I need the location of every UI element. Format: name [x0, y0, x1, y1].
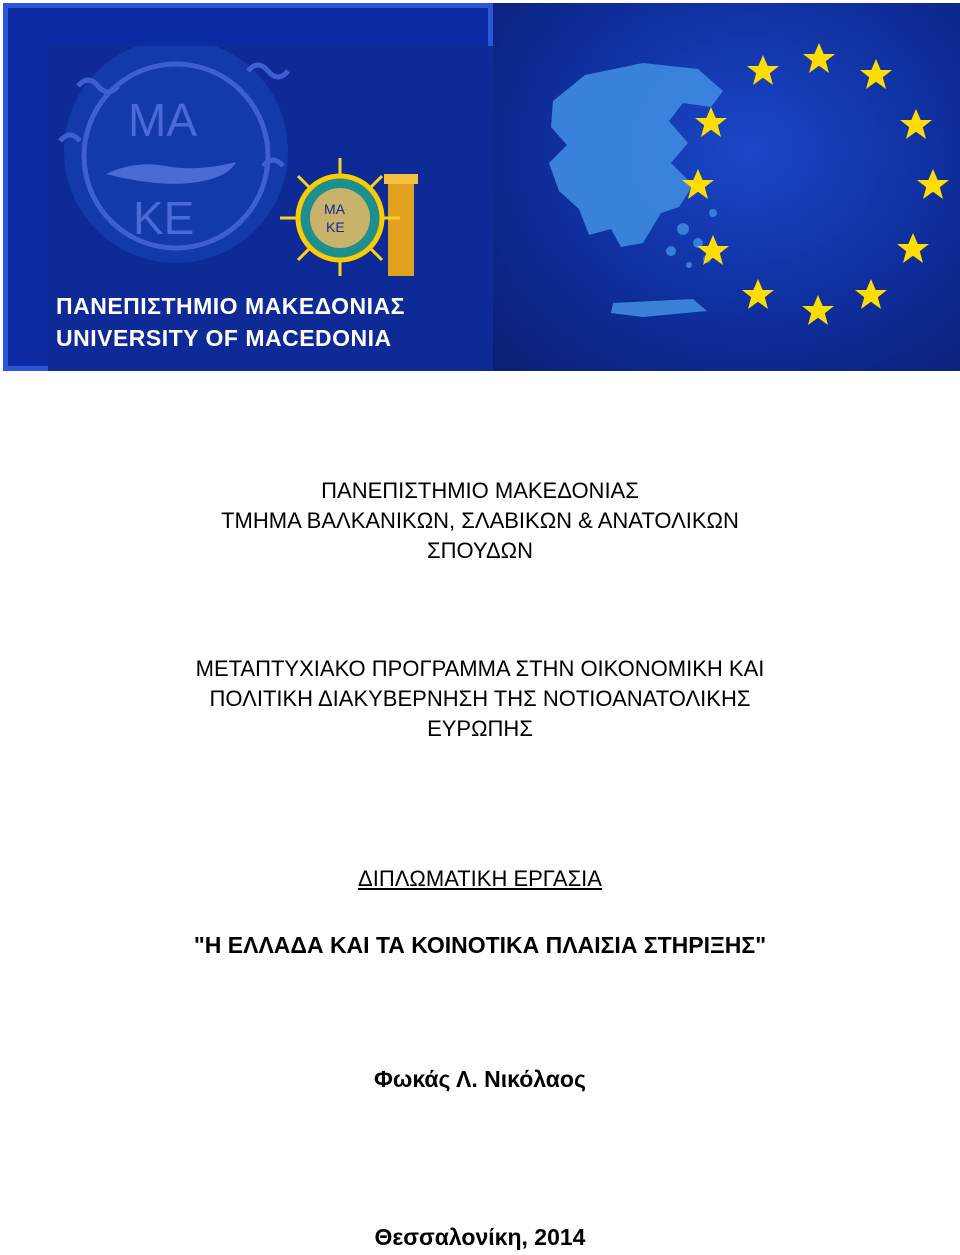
logo-greek-name: ΠΑΝΕΠΙΣΤΗΜΙΟ ΜΑΚΕΔΟΝΙΑΣ [56, 293, 405, 319]
seal-emblem-icon [48, 46, 496, 276]
small-seal-bottom: ΚΕ [326, 219, 345, 235]
thesis-label: ΔΙΠΛΩΜΑΤΙΚΗ ΕΡΓΑΣΙΑ [358, 866, 602, 891]
author-block [0, 1064, 960, 1094]
place-date-block [0, 1222, 960, 1252]
cover-banner [3, 3, 960, 371]
thesis-label-block [0, 864, 960, 894]
greece-map-icon [549, 63, 723, 247]
program-line: ΠΟΛΙΤΙΚΗ ΔΙΑΚΥΒΕΡΝΗΣΗ ΤΗΣ ΝΟΤΙΟΑΝΑΤΟΛΙΚΗΣ [209, 686, 751, 711]
eu-flag-icon [493, 3, 960, 371]
header-line: ΤΜΗΜΑ ΒΑΛΚΑΝΙΚΩΝ, ΣΛΑΒΙΚΩΝ & ΑΝΑΤΟΛΙΚΩΝ [221, 508, 739, 533]
place-date: Θεσσαλονίκη, 2014 [374, 1224, 586, 1250]
header-line: ΣΠΟΥΔΩΝ [427, 538, 533, 563]
header-line: ΠΑΝΕΠΙΣΤΗΜΙΟ ΜΑΚΕΔΟΝΙΑΣ [321, 478, 639, 503]
department-heading [0, 476, 960, 566]
program-line: ΜΕΤΑΠΤΥΧΙΑΚΟ ΠΡΟΓΡΑΜΜΑ ΣΤΗΝ ΟΙΚΟΝΟΜΙΚΗ ΚΑΙ [195, 656, 765, 681]
thesis-title: "Η ΕΛΛΑΔΑ ΚΑΙ ΤΑ ΚΟΙΝΟΤΙΚΑ ΠΛΑΙΣΙΑ ΣΤΗΡΙΞΗΣ" [193, 932, 767, 958]
eu-greece-flag-image [493, 3, 960, 371]
thesis-title-block [0, 930, 960, 960]
program-heading [0, 654, 960, 744]
author-name: Φωκάς Λ. Νικόλαος [374, 1066, 586, 1092]
small-seal-top: ΜΑ [324, 201, 345, 217]
university-logo [48, 46, 496, 371]
logo-english-name: UNIVERSITY OF MACEDONIA [56, 325, 392, 351]
program-line: ΕΥΡΩΠΗΣ [427, 716, 533, 741]
seal-letters-top: ΜΑ [128, 94, 197, 146]
seal-letters-bottom: ΚΕ [133, 192, 195, 244]
university-logo-panel [3, 3, 493, 371]
